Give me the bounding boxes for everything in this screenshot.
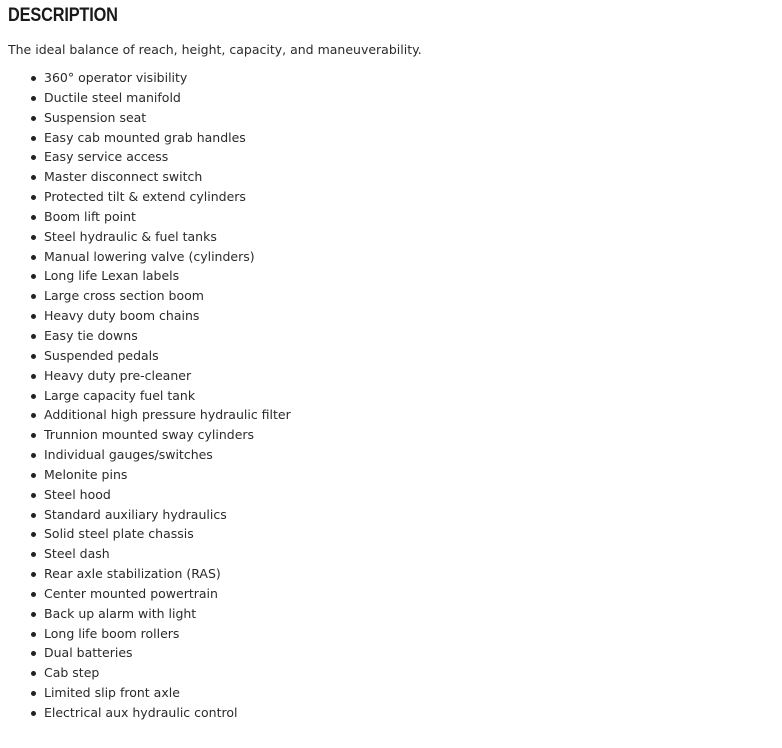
list-item	[8, 544, 782, 564]
bullet-icon	[31, 76, 36, 81]
list-item-text: Steel hood	[44, 486, 111, 502]
list-item	[8, 643, 782, 663]
list-item-text: Easy tie downs	[44, 327, 138, 343]
list-item	[8, 663, 782, 683]
bullet-icon	[31, 374, 36, 379]
list-item-text: Individual gauges/switches	[44, 447, 213, 463]
bullet-icon	[31, 513, 36, 518]
bullet-icon	[31, 413, 36, 418]
list-item	[8, 326, 782, 346]
list-item	[8, 524, 782, 544]
list-item-text: Melonite pins	[44, 466, 128, 482]
bullet-icon	[31, 433, 36, 438]
intro-text: The ideal balance of reach, height, capacity, and maneuverability.	[8, 42, 422, 57]
list-item-text: Easy cab mounted grab handles	[44, 129, 246, 145]
bullet-icon	[31, 334, 36, 339]
bullet-icon	[31, 473, 36, 478]
list-item	[8, 108, 782, 128]
list-item-text: Dual batteries	[44, 645, 133, 661]
list-item	[8, 306, 782, 326]
list-item-text: Heavy duty boom chains	[44, 308, 200, 324]
bullet-icon	[31, 612, 36, 617]
list-item-text: Limited slip front axle	[44, 685, 180, 701]
list-item	[8, 207, 782, 227]
list-item-text: Center mounted powertrain	[44, 585, 218, 601]
list-item	[8, 68, 782, 88]
list-item-text: Large cross section boom	[44, 288, 204, 304]
bullet-icon	[31, 175, 36, 180]
bullet-icon	[31, 215, 36, 220]
list-item	[8, 624, 782, 644]
list-item	[8, 564, 782, 584]
list-item-text: Ductile steel manifold	[44, 89, 181, 105]
list-item	[8, 405, 782, 425]
bullet-icon	[31, 691, 36, 696]
bullet-icon	[31, 136, 36, 141]
list-item-text: Standard auxiliary hydraulics	[44, 506, 227, 522]
bullet-icon	[31, 274, 36, 279]
bullet-icon	[31, 632, 36, 637]
bullet-icon	[31, 651, 36, 656]
bullet-icon	[31, 314, 36, 319]
bullet-icon	[31, 493, 36, 498]
bullet-icon	[31, 394, 36, 399]
list-item	[8, 346, 782, 366]
list-item	[8, 247, 782, 267]
feature-list	[8, 68, 782, 723]
list-item	[8, 88, 782, 108]
list-item	[8, 604, 782, 624]
list-item	[8, 167, 782, 187]
list-item	[8, 683, 782, 703]
bullet-icon	[31, 532, 36, 537]
list-item-text: Electrical aux hydraulic control	[44, 705, 238, 720]
section-heading: DESCRIPTION	[8, 5, 118, 26]
list-item-text: Trunnion mounted sway cylinders	[44, 427, 255, 443]
list-item-text: Solid steel plate chassis	[44, 526, 194, 542]
bullet-icon	[31, 155, 36, 160]
list-item	[8, 485, 782, 505]
list-item	[8, 286, 782, 306]
list-item-text: Easy service access	[44, 149, 169, 165]
list-item	[8, 465, 782, 485]
list-item-text: Rear axle stabilization (RAS)	[44, 566, 221, 582]
list-item	[8, 266, 782, 286]
list-item	[8, 425, 782, 445]
list-item	[8, 128, 782, 148]
list-item	[8, 505, 782, 525]
list-item-text: Master disconnect switch	[44, 169, 203, 185]
list-item-text: Additional high pressure hydraulic filter	[44, 407, 291, 423]
bullet-icon	[31, 711, 36, 716]
bullet-icon	[31, 235, 36, 240]
list-item	[8, 187, 782, 207]
list-item-text: Suspension seat	[44, 109, 147, 125]
list-item-text: Long life boom rollers	[44, 625, 180, 641]
list-item-text: Steel dash	[44, 546, 110, 562]
list-item-text: Heavy duty pre-cleaner	[44, 367, 192, 383]
list-item-text: Back up alarm with light	[44, 605, 197, 621]
bullet-icon	[31, 195, 36, 200]
bullet-icon	[31, 294, 36, 299]
list-item-text: Protected tilt & extend cylinders	[44, 189, 246, 205]
list-item	[8, 386, 782, 406]
bullet-icon	[31, 116, 36, 121]
list-item	[8, 445, 782, 465]
list-item-text: 360° operator visibility	[44, 70, 188, 85]
bullet-icon	[31, 255, 36, 260]
bullet-icon	[31, 354, 36, 359]
list-item-text: Manual lowering valve (cylinders)	[44, 248, 255, 264]
bullet-icon	[31, 671, 36, 676]
list-item-text: Large capacity fuel tank	[44, 387, 196, 403]
list-item-text: Boom lift point	[44, 208, 136, 224]
list-item	[8, 366, 782, 386]
bullet-icon	[31, 552, 36, 557]
list-item	[8, 147, 782, 167]
list-item	[8, 703, 782, 723]
list-item	[8, 227, 782, 247]
bullet-icon	[31, 592, 36, 597]
bullet-icon	[31, 96, 36, 101]
list-item-text: Long life Lexan labels	[44, 268, 180, 284]
list-item	[8, 584, 782, 604]
bullet-icon	[31, 453, 36, 458]
list-item-text: Suspended pedals	[44, 347, 159, 363]
bullet-icon	[31, 572, 36, 577]
list-item-text: Steel hydraulic & fuel tanks	[44, 228, 217, 244]
list-item-text: Cab step	[44, 665, 100, 681]
